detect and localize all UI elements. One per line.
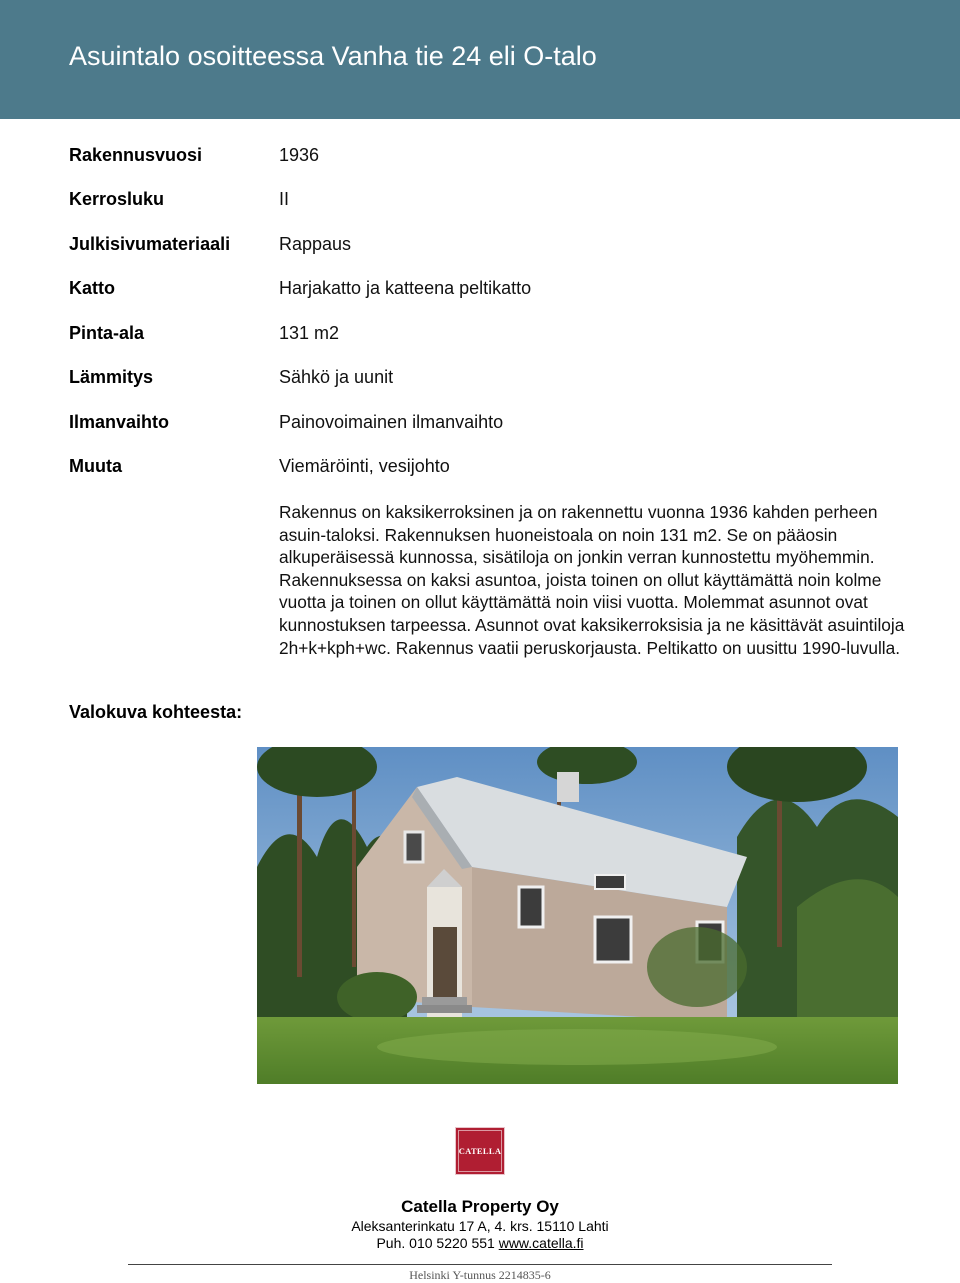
catella-logo: [455, 1127, 505, 1175]
photo-label: Valokuva kohteesta:: [69, 702, 243, 722]
property-row: [0, 412, 960, 442]
property-row: [0, 323, 960, 353]
property-value: Sähkö ja uunit: [279, 367, 394, 387]
footer-text: Helsinki Y-tunnus 2214835-6: [409, 1268, 551, 1282]
property-label: Kerrosluku: [69, 189, 165, 209]
property-label: Lämmitys: [69, 367, 154, 387]
property-row: [0, 189, 960, 219]
property-row: [0, 234, 960, 264]
footer-divider: [128, 1264, 832, 1265]
property-label: Katto: [69, 278, 115, 298]
property-label: Ilmanvaihto: [69, 412, 170, 432]
property-row: [0, 456, 960, 486]
description: [279, 501, 909, 659]
logo-text: CATELLA: [458, 1146, 502, 1156]
property-value: Harjakatto ja katteena peltikatto: [279, 278, 532, 298]
company-address: Aleksanterinkatu 17 A, 4. krs. 15110 Lahti: [351, 1218, 609, 1234]
property-row: [0, 145, 960, 175]
company-phone: Puh. 010 5220 551: [376, 1235, 499, 1251]
property-label: Julkisivumateriaali: [69, 234, 231, 254]
property-label: Muuta: [69, 456, 122, 476]
property-value: 1936: [279, 145, 320, 165]
company-name: Catella Property Oy: [401, 1197, 559, 1216]
property-label: Rakennusvuosi: [69, 145, 203, 165]
property-row: [0, 278, 960, 308]
property-row: [0, 367, 960, 397]
property-value: Painovoimainen ilmanvaihto: [279, 412, 504, 432]
description-text: Rakennus on kaksikerroksinen ja on rakennettu vuonna 1936 kahden perheen asuin-taloksi. Rakennuksen huoneistoala on noin 131 m2. Se on pääosin alkuperäisessä kunnossa, sisätiloja on jonkin verran kunnostettu myöhemmin. Rakennuksessa on kaksi asuntoa, joista toinen on ollut käyttämättä noin kolme vuotta ja toinen on ollut käyttämättä noin viisi vuotta. Molemmat asunnot ovat kunnostuksen tarpeessa. Asunnot ovat kaksikerroksisia ja ne käsittävät asuintiloja 2h+k+kph+wc. Rakennus vaatii peruskorjausta. Peltikatto on uusittu 1990-luvulla.: [279, 502, 905, 658]
property-value: 131 m2: [279, 323, 340, 343]
building-photo: [257, 747, 898, 1084]
property-value: Rappaus: [279, 234, 352, 254]
title-banner: [0, 0, 960, 119]
property-value: II: [279, 189, 290, 209]
property-value: Viemäröinti, vesijohto: [279, 456, 450, 476]
website-link[interactable]: www.catella.fi: [498, 1235, 584, 1251]
property-label: Pinta-ala: [69, 323, 145, 343]
company-contact: [0, 1235, 960, 1251]
page-title: Asuintalo osoitteessa Vanha tie 24 eli O-talo: [69, 41, 597, 71]
